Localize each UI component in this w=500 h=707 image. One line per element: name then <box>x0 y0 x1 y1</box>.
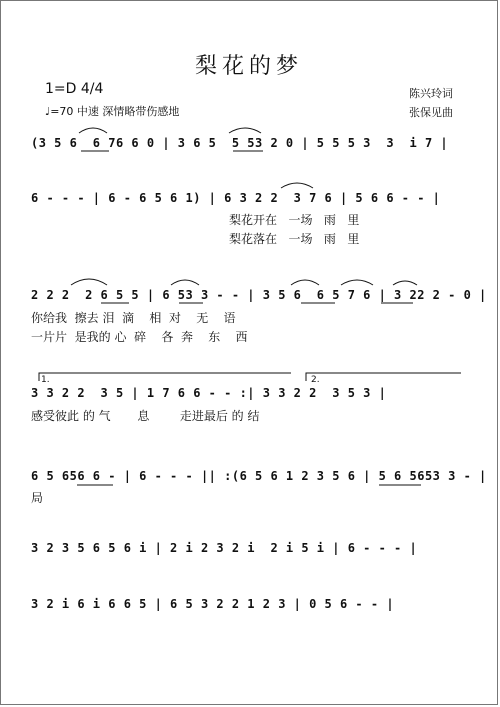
lyric-line-6: 局 <box>31 491 44 505</box>
lyric-line-5: 感受彼此 的 气 息 走进最后 的 结 <box>31 409 260 423</box>
slur-6 <box>291 280 319 285</box>
lyricist-credit: 陈兴玲词 <box>409 87 453 100</box>
notation-line-4: 3 3 2 2 3 5 | 1 7 6 6 - - :| 3 3 2 2 3 5 3 | <box>31 386 387 400</box>
lyric-line-3: 你给我 擦去 泪 滴 相 对 无 语 <box>31 311 236 325</box>
volta-first: 1. <box>41 375 50 385</box>
song-title: 梨花的梦 <box>194 54 303 79</box>
lyric-line-4: 一片片 是我的 心 碎 各 奔 东 西 <box>31 330 248 344</box>
notation-marks <box>1 1 499 706</box>
notation-line-7: 3 2 i 6 i 6 6 5 | 6 5 3 2 2 1 2 3 | 0 5 6 - - | <box>31 597 395 611</box>
notation-line-2: 6 - - - | 6 - 6 5 6 1) | 6 3 2 2 3 7 6 | 5 6 6 - - | <box>31 191 441 205</box>
notation-line-5: 6 5 656 6 - | 6 - - - || :(6 5 6 1 2 3 5 6 | 5 6 5653 3 - | <box>31 469 487 483</box>
slur-1 <box>79 128 107 133</box>
slur-3 <box>281 183 313 188</box>
lyric-line-2: 梨花落在 一场 雨 里 <box>229 232 360 246</box>
slur-7 <box>341 280 373 285</box>
volta-second: 2. <box>311 375 320 385</box>
notation-line-3: 2 2 2 2 6 5 5 | 6 53 3 - - | 3 5 6 6 5 7 6 | 3 22 2 - 0 | <box>31 288 487 302</box>
slur-5 <box>171 280 199 285</box>
notation-line-6: 3 2 3 5 6 5 6 i | 2 i 2 3 2 i 2 i 5 i | 6 - - - | <box>31 541 418 555</box>
volta-bracket-1 <box>39 373 291 381</box>
key-signature: 1=D 4/4 <box>45 81 104 97</box>
tempo-marking: ♩=70 中速 深情略带伤感地 <box>45 105 180 118</box>
lyric-line-1: 梨花开在 一场 雨 里 <box>229 213 360 227</box>
slur-2 <box>229 128 261 133</box>
slur-8 <box>393 281 417 285</box>
notation-line-1: (3 5 6 6 76 6 0 | 3 6 5 5 53 2 0 | 5 5 5 3 3 i 7 | <box>31 136 449 150</box>
composer-credit: 张保见曲 <box>409 106 453 119</box>
volta-bracket-2 <box>306 373 461 381</box>
slur-4 <box>71 279 107 285</box>
